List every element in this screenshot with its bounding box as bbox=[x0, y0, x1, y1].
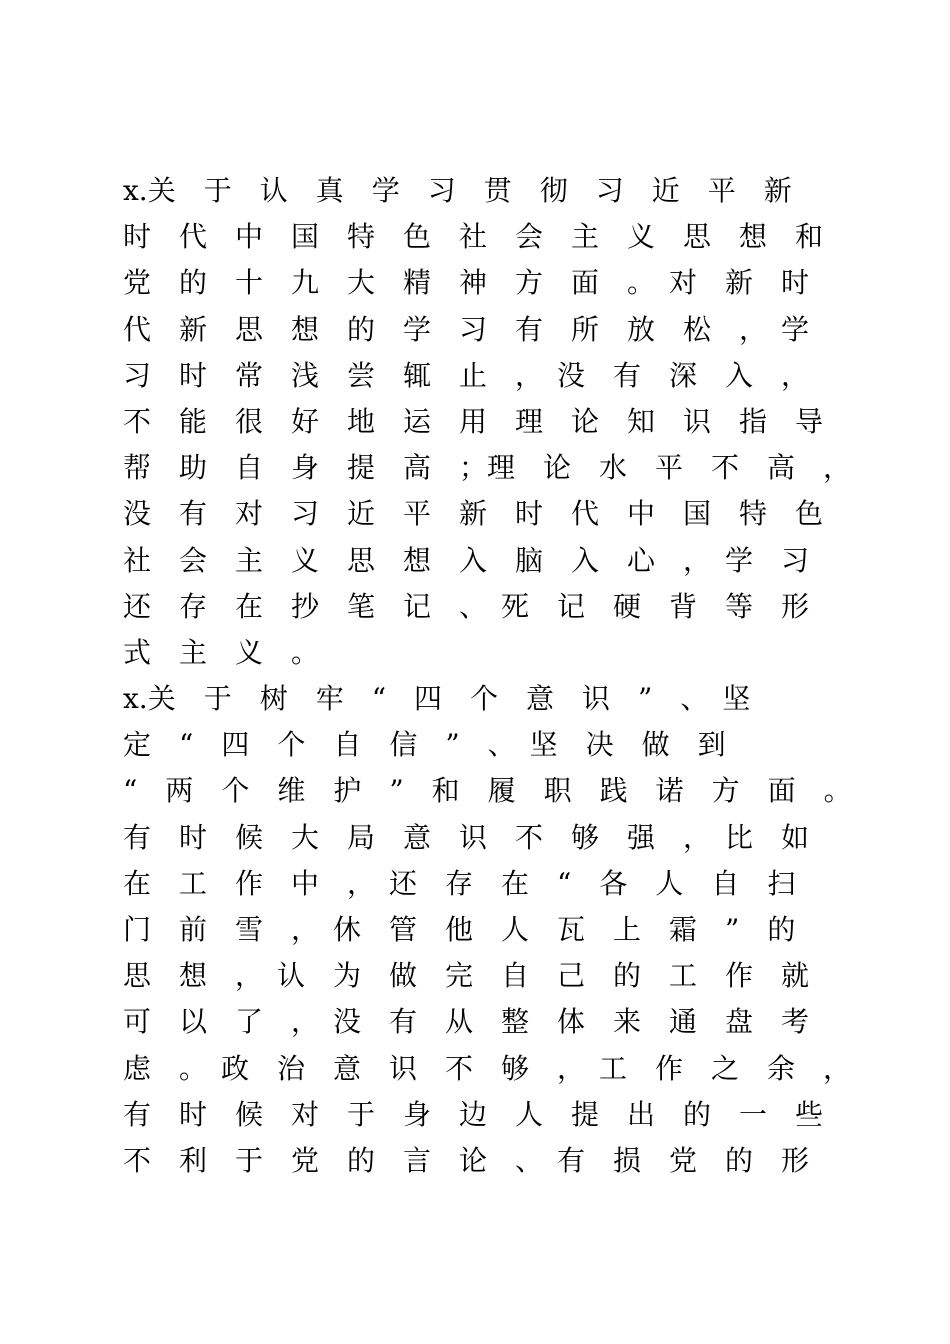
text-line: 不 利 于 党 的 言 论 、 有 损 党 的 形 bbox=[123, 1143, 810, 1177]
text-line: 可 以 了 ， 没 有 从 整 体 来 通 盘 考 bbox=[123, 1005, 810, 1039]
text-line: 时 代 中 国 特 色 社 会 主 义 思 想 和 bbox=[123, 220, 824, 254]
text-line: 代 新 思 想 的 学 习 有 所 放 松 ， 学 bbox=[123, 312, 810, 346]
text-line: 还 存 在 抄 笔 记 、 死 记 硬 背 等 形 bbox=[123, 589, 810, 623]
text-line: x.关 于 树 牢 “ 四 个 意 识 ” 、 坚 bbox=[123, 682, 751, 716]
text-line: 思 想 ， 认 为 做 完 自 己 的 工 作 就 bbox=[123, 959, 810, 993]
text-line: 定 “ 四 个 自 信 ” 、 坚 决 做 到 bbox=[123, 728, 726, 762]
text-line: x.关 于 认 真 学 习 贯 彻 习 近 平 新 bbox=[123, 174, 792, 207]
text-line: 式 主 义 。 bbox=[123, 635, 320, 669]
text-line: “ 两 个 维 护 ” 和 履 职 践 诺 方 面 。 bbox=[123, 774, 852, 808]
body-text bbox=[123, 168, 853, 1184]
text-line: 虑 。 政 治 意 识 不 够 ， 工 作 之 余 ， bbox=[123, 1051, 852, 1085]
text-line: 社 会 主 义 思 想 入 脑 入 心 ， 学 习 bbox=[123, 543, 810, 577]
text-line: 习 时 常 浅 尝 辄 止 ， 没 有 深 入 ， bbox=[123, 358, 810, 392]
text-line: 党 的 十 九 大 精 神 方 面 。 对 新 时 bbox=[123, 266, 810, 300]
text-line: 有 时 候 对 于 身 边 人 提 出 的 一 些 bbox=[123, 1097, 824, 1131]
text-line: 帮 助 自 身 提 高 ；理 论 水 平 不 高 ， bbox=[123, 451, 852, 485]
text-line: 门 前 雪 ， 休 管 他 人 瓦 上 霜 ” 的 bbox=[123, 913, 796, 946]
text-line: 在 工 作 中 ， 还 存 在 “ 各 人 自 扫 bbox=[123, 866, 796, 900]
text-line: 有 时 候 大 局 意 识 不 够 强 ， 比 如 bbox=[123, 820, 810, 854]
text-line: 不 能 很 好 地 运 用 理 论 知 识 指 导 bbox=[123, 404, 824, 438]
text-line: 没 有 对 习 近 平 新 时 代 中 国 特 色 bbox=[123, 497, 824, 531]
